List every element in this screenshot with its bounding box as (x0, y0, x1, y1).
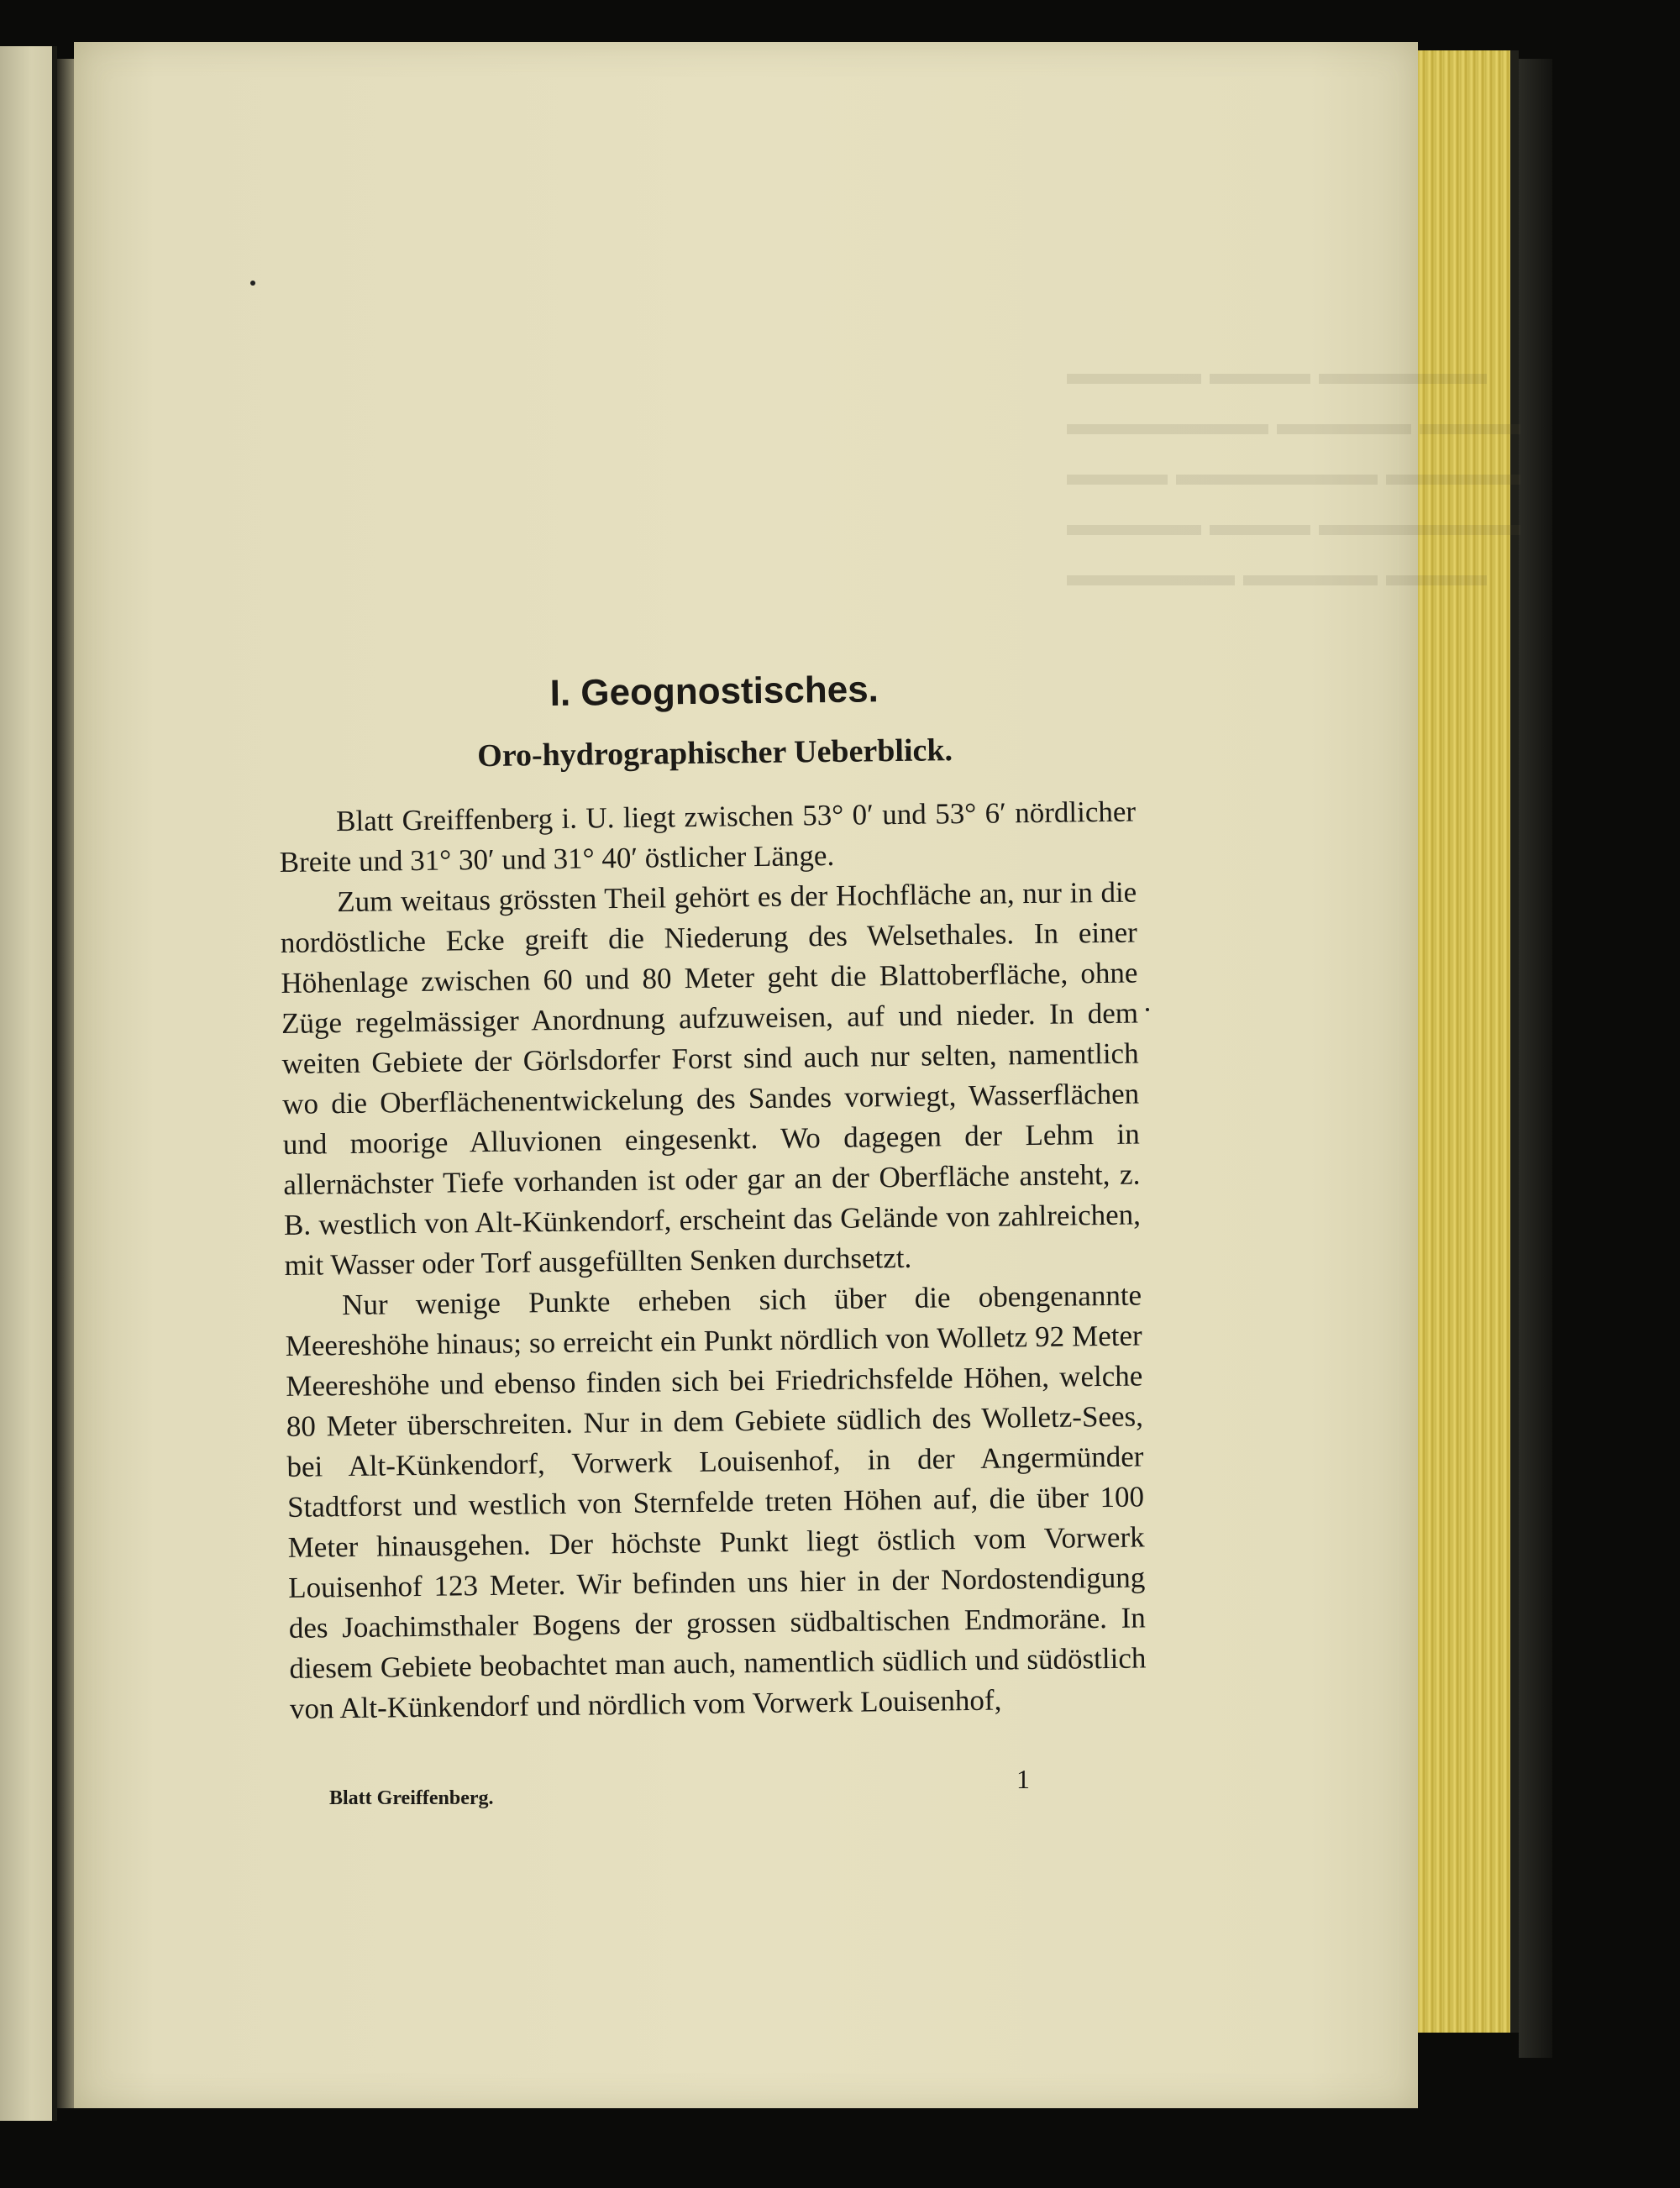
paragraph: Zum weitaus grössten Theil gehört es der Hochfläche an, nur in die nordöstliche Ecke greift die Niederung des Welsethales. In einer Höhenlage zwischen 60 und 80 Meter geht die Blattoberfläche, ohne Züge regelmässiger Anordnung aufzuweisen, auf und nieder. In dem weiten Gebiete der Görlsdorfer Forst sind auch nur selten, namentlich wo die Oberflächenentwickelung des Sandes vorwiegt, Wasserflächen und moorige Alluvionen eingesenkt. Wo dagegen der Lehm in allernächster Tiefe vorhanden ist oder gar an der Oberfläche ansteht, z. B. westlich von Alt-Künkendorf, erscheint das Gelände von zahlreichen, mit Wasser oder Torf ausgefüllten Senken durchsetzt. (280, 875, 1142, 1282)
left-page-edge (0, 46, 57, 2121)
page-number: 1 (1016, 1764, 1030, 1794)
section-title: I. Geognostisches. (549, 669, 879, 715)
paragraph: Blatt Greiffenberg i. U. liegt zwischen 53° 0′ und 53° 6′ nördlicher Breite und 31° 30′ und 31° 40′ östlicher Länge. (279, 795, 1137, 879)
show-through-text: ▬▬▬▬▬ ▬▬▬▬ ▬▬▬ (1067, 555, 1487, 593)
section-subtitle: Oro-hydrographischer Ueberblick. (477, 732, 953, 774)
book-gutter (57, 59, 76, 2108)
speck (250, 281, 255, 286)
show-through-text: ▬▬▬▬ ▬▬▬ ▬▬▬▬▬ (1067, 354, 1487, 391)
speck (1146, 1008, 1149, 1011)
book-cover (1519, 59, 1552, 2058)
show-through-text: ▬▬▬▬▬▬ ▬▬▬▬ ▬▬▬ (1067, 404, 1520, 442)
show-through-text: ▬▬▬ ▬▬▬▬▬▬ ▬▬▬▬ (1067, 454, 1520, 492)
page-content (277, 666, 1147, 1729)
page-edges (1418, 50, 1519, 2033)
footer-sheet-title: Blatt Greiffenberg. (329, 1787, 494, 1809)
paragraph: Nur wenige Punkte erheben sich über die obengenannte Meereshöhe hinaus; so erreicht ein Punkt nördlich von Wolletz 92 Meter Meereshöhe und ebenso finden sich bei Friedrichsfelde Höhen, welche 80 Meter überschreiten. Nur in dem Gebiete südlich des Wolletz-Sees, bei Alt-Künkendorf, Vorwerk Louisenhof, in der Angermünder Stadtforst und westlich von Sternfelde treten Höhen auf, die über 100 Meter hinausgehen. Der höchste Punkt liegt östlich vom Vorwerk Louisenhof 123 Meter. Wir befinden uns hier in der Nordostendigung des Joachimsthaler Bogens der grossen südbaltischen Endmoräne. In diesem Gebiete beobachtet man auch, namentlich südlich und südöstlich von Alt-Künkendorf und nördlich vom Vorwerk Louisenhof, (285, 1278, 1147, 1725)
show-through-text: ▬▬▬▬ ▬▬▬ ▬▬▬▬▬▬ (1067, 505, 1520, 543)
